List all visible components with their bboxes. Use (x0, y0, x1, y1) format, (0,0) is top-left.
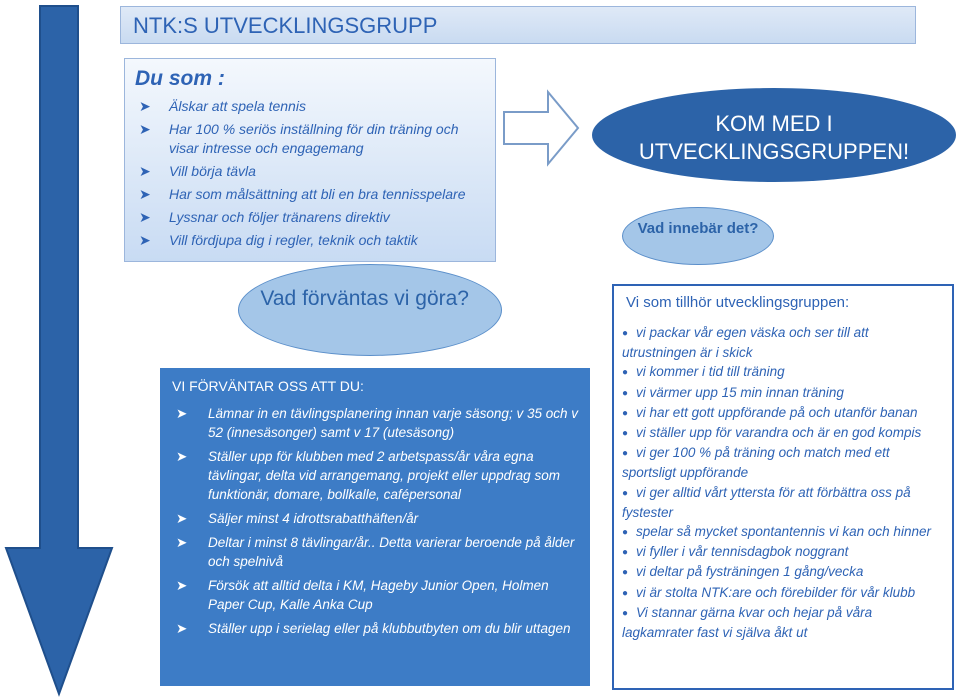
chevron-right-icon: ➤ (139, 121, 151, 137)
list-item: ➤ Lyssnar och följer tränarens direktiv (139, 209, 390, 225)
expectations-heading: VI FÖRVÄNTAR OSS ATT DU: (172, 378, 364, 394)
list-item: ● vi fyller i vår tennisdagbok noggrant (622, 544, 849, 560)
chevron-right-icon: ➤ (139, 186, 151, 202)
list-item: ● vi ger alltid vårt yttersta för att förbättra oss på fystester (622, 484, 911, 520)
dot-icon: ● (622, 527, 629, 539)
dot-icon: ● (622, 587, 629, 599)
chevron-right-icon: ➤ (176, 406, 188, 421)
dot-icon: ● (622, 407, 629, 419)
list-item: ➤ Ställer upp för klubben med 2 arbetspass/år våra egna tävlingar, delta vid arrangemang, projekt eller uppdrag som funktionär, domare, bollkalle, cafépersonal (176, 449, 560, 502)
list-item: ● vi har ett gott uppförande på och utanför banan (622, 404, 918, 420)
list-item: ➤ Har 100 % seriös inställning för din träning och visar intresse och engagemang (139, 121, 459, 156)
join-callout: KOM MED I UTVECKLINGSGRUPPEN! (592, 88, 956, 182)
list-item: ➤ Vill börja tävla (139, 163, 256, 179)
expectations-box (160, 368, 590, 686)
chevron-right-icon: ➤ (139, 163, 151, 179)
du-som-list (135, 97, 485, 250)
dot-icon: ● (622, 387, 629, 399)
dot-icon: ● (622, 328, 629, 339)
list-item: ➤ Ställer upp i serielag eller på klubbutbyten om du blir uttagen (176, 621, 571, 636)
list-item: ● spelar så mycket spontantennis vi kan och hinner (622, 524, 931, 540)
dot-icon: ● (622, 448, 629, 460)
expectations-list (172, 404, 578, 638)
list-item: ● vi ställer upp för varandra och är en god kompis (622, 425, 922, 441)
down-arrow-icon (0, 0, 120, 697)
expect-callout-text: Vad förväntas vi göra? (260, 287, 469, 310)
chevron-right-icon: ➤ (176, 511, 188, 526)
what-callout (622, 207, 774, 265)
list-item: ● vi ger 100 % på träning och match med ett sportsligt uppförande (622, 445, 890, 481)
dot-icon: ● (622, 607, 629, 619)
list-item: ➤ Försök att alltid delta i KM, Hageby Junior Open, Holmen Paper Cup, Kalle Anka Cup (176, 578, 549, 612)
chevron-right-icon: ➤ (176, 535, 188, 550)
group-heading: Vi som tillhör utvecklingsgruppen: (626, 294, 850, 311)
list-item: ➤ Älskar att spela tennis (139, 98, 306, 114)
list-item: ● vi är stolta NTK:are och förebilder för vår klubb (622, 584, 916, 600)
expect-callout (238, 264, 502, 356)
chevron-right-icon: ➤ (176, 621, 188, 636)
list-item: ● vi packar vår egen väska och ser till att utrustningen är i skick (622, 325, 869, 361)
list-item: ➤ Har som målsättning att bli en bra tennisspelare (139, 186, 466, 202)
dot-icon: ● (622, 487, 629, 499)
list-item: ● Vi stannar gärna kvar och hejar på våra lagkamrater fast vi själva åkt ut (622, 604, 873, 641)
chevron-right-icon: ➤ (139, 209, 151, 225)
chevron-right-icon: ➤ (176, 578, 188, 593)
dot-icon: ● (622, 367, 629, 379)
right-arrow-icon (502, 88, 580, 168)
dot-icon: ● (622, 567, 629, 579)
list-item: ● vi deltar på fysträningen 1 gång/vecka (622, 564, 864, 580)
list-item: ● vi värmer upp 15 min innan träning (622, 384, 844, 400)
group-list (622, 323, 944, 642)
list-item: ➤ Säljer minst 4 idrottsrabatthäften/år (176, 511, 419, 526)
chevron-right-icon: ➤ (176, 449, 188, 464)
group-box (612, 284, 954, 690)
list-item: ➤ Vill fördjupa dig i regler, teknik och taktik (139, 232, 418, 248)
du-som-box (124, 58, 496, 262)
du-som-heading: Du som : (135, 67, 225, 90)
list-item: ➤ Lämnar in en tävlingsplanering innan varje säsong; v 35 och v 52 (innesäsonger) samt v 17 (utesäsong) (176, 406, 578, 440)
dot-icon: ● (622, 428, 629, 440)
dot-icon: ● (622, 547, 629, 559)
chevron-right-icon: ➤ (139, 232, 151, 248)
page-title: NTK:S UTVECKLINGSGRUPP (120, 6, 916, 44)
list-item: ● vi kommer i tid till träning (622, 364, 785, 380)
what-callout-text: Vad innebär det? (637, 220, 759, 237)
chevron-right-icon: ➤ (139, 98, 151, 114)
list-item: ➤ Deltar i minst 8 tävlingar/år.. Detta varierar beroende på ålder och spelnivå (176, 535, 575, 569)
